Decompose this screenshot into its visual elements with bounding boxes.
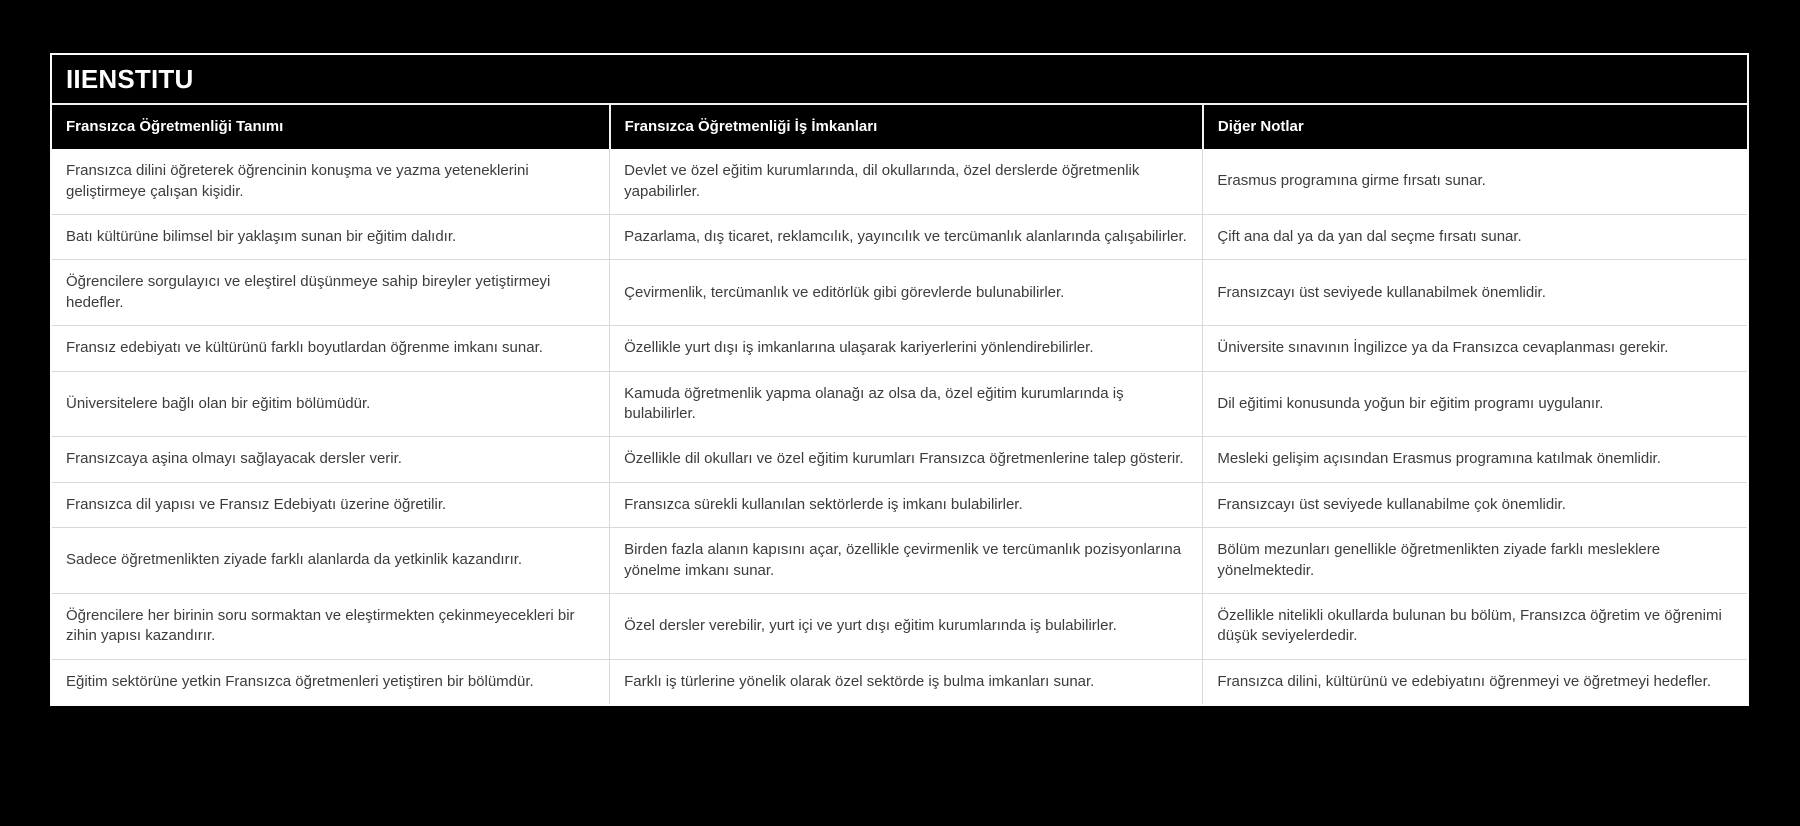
table-cell: Pazarlama, dış ticaret, reklamcılık, yayıncılık ve tercümanlık alanlarında çalışabilirler. xyxy=(610,215,1203,260)
content-card xyxy=(50,53,1749,706)
table-row xyxy=(52,659,1747,704)
table-cell: Fransızca dil yapısı ve Fransız Edebiyatı üzerine öğretilir. xyxy=(52,482,610,527)
table-row xyxy=(52,149,1747,214)
column-header-tanimi: Fransızca Öğretmenliği Tanımı xyxy=(52,105,610,149)
table-cell: Erasmus programına girme fırsatı sunar. xyxy=(1203,149,1747,214)
brand-title: IIENSTITU xyxy=(66,63,194,94)
table-cell: Özellikle yurt dışı iş imkanlarına ulaşarak kariyerlerini yönlendirebilirler. xyxy=(610,326,1203,371)
info-table xyxy=(52,105,1747,704)
brand-header xyxy=(52,55,1747,105)
table-cell: Fransızca sürekli kullanılan sektörlerde iş imkanı bulabilirler. xyxy=(610,482,1203,527)
table-cell: Fransızca dilini öğreterek öğrencinin konuşma ve yazma yeteneklerini geliştirmeye çalışan kişidir. xyxy=(52,149,610,214)
table-cell: Özellikle nitelikli okullarda bulunan bu bölüm, Fransızca öğretim ve öğrenimi düşük seviyelerdedir. xyxy=(1203,593,1747,659)
table-cell: Fransızca dilini, kültürünü ve edebiyatını öğrenmeyi ve öğretmeyi hedefler. xyxy=(1203,659,1747,704)
table-header-row xyxy=(52,105,1747,149)
table-cell: Üniversite sınavının İngilizce ya da Fransızca cevaplanması gerekir. xyxy=(1203,326,1747,371)
table-row xyxy=(52,528,1747,594)
table-row xyxy=(52,260,1747,326)
table-cell: Fransızcayı üst seviyede kullanabilmek önemlidir. xyxy=(1203,260,1747,326)
table-cell: Batı kültürüne bilimsel bir yaklaşım sunan bir eğitim dalıdır. xyxy=(52,215,610,260)
table-cell: Üniversitelere bağlı olan bir eğitim bölümüdür. xyxy=(52,371,610,437)
table-cell: Fransızcaya aşina olmayı sağlayacak dersler verir. xyxy=(52,437,610,482)
table-cell: Öğrencilere sorgulayıcı ve eleştirel düşünmeye sahip bireyler yetiştirmeyi hedefler. xyxy=(52,260,610,326)
table-cell: Eğitim sektörüne yetkin Fransızca öğretmenleri yetiştiren bir bölümdür. xyxy=(52,659,610,704)
table-cell: Çift ana dal ya da yan dal seçme fırsatı sunar. xyxy=(1203,215,1747,260)
table-row xyxy=(52,593,1747,659)
table-cell: Özel dersler verebilir, yurt içi ve yurt dışı eğitim kurumlarında iş bulabilirler. xyxy=(610,593,1203,659)
table-cell: Kamuda öğretmenlik yapma olanağı az olsa da, özel eğitim kurumlarında iş bulabilirler. xyxy=(610,371,1203,437)
table-row xyxy=(52,215,1747,260)
table-cell: Devlet ve özel eğitim kurumlarında, dil okullarında, özel derslerde öğretmenlik yapabilirler. xyxy=(610,149,1203,214)
table-cell: Mesleki gelişim açısından Erasmus programına katılmak önemlidir. xyxy=(1203,437,1747,482)
table-cell: Birden fazla alanın kapısını açar, özellikle çevirmenlik ve tercümanlık pozisyonlarına yönelme imkanı sunar. xyxy=(610,528,1203,594)
column-header-diger-notlar: Diğer Notlar xyxy=(1203,105,1747,149)
table-row xyxy=(52,326,1747,371)
table-cell: Farklı iş türlerine yönelik olarak özel sektörde iş bulma imkanları sunar. xyxy=(610,659,1203,704)
table-row xyxy=(52,437,1747,482)
table-cell: Bölüm mezunları genellikle öğretmenlikten ziyade farklı mesleklere yönelmektedir. xyxy=(1203,528,1747,594)
column-header-is-imkanlari: Fransızca Öğretmenliği İş İmkanları xyxy=(610,105,1203,149)
table-cell: Sadece öğretmenlikten ziyade farklı alanlarda da yetkinlik kazandırır. xyxy=(52,528,610,594)
table-cell: Dil eğitimi konusunda yoğun bir eğitim programı uygulanır. xyxy=(1203,371,1747,437)
table-cell: Öğrencilere her birinin soru sormaktan ve eleştirmekten çekinmeyecekleri bir zihin yapısı kazandırır. xyxy=(52,593,610,659)
table-row xyxy=(52,482,1747,527)
table-cell: Fransız edebiyatı ve kültürünü farklı boyutlardan öğrenme imkanı sunar. xyxy=(52,326,610,371)
table-cell: Çevirmenlik, tercümanlık ve editörlük gibi görevlerde bulunabilirler. xyxy=(610,260,1203,326)
table-row xyxy=(52,371,1747,437)
table-cell: Özellikle dil okulları ve özel eğitim kurumları Fransızca öğretmenlerine talep gösterir. xyxy=(610,437,1203,482)
table-cell: Fransızcayı üst seviyede kullanabilme çok önemlidir. xyxy=(1203,482,1747,527)
